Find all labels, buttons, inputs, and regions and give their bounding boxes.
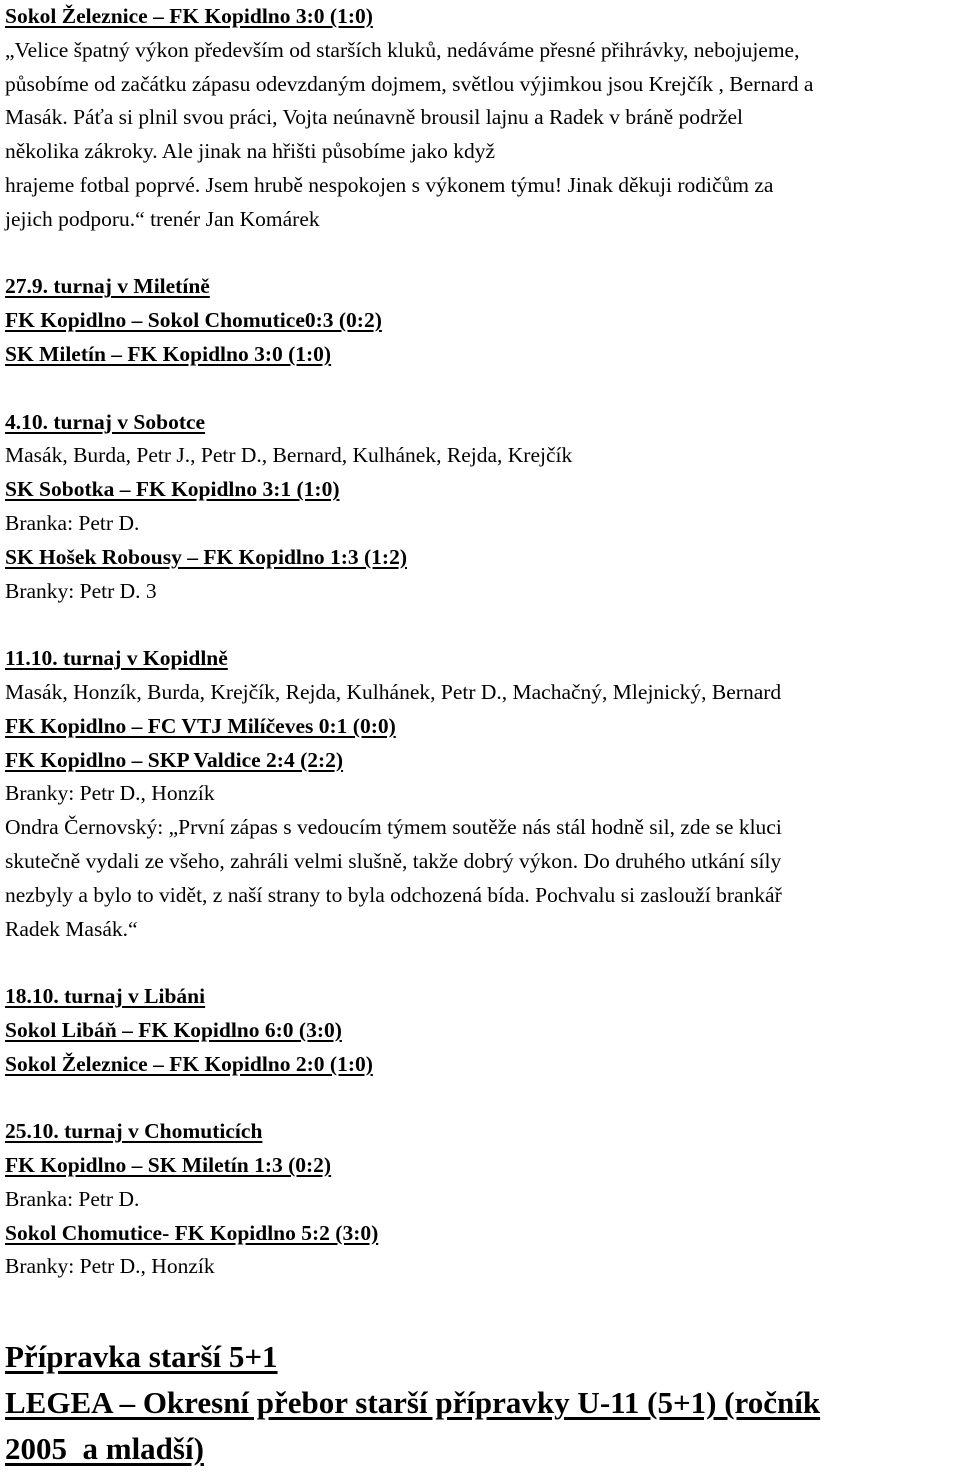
spacer [5, 608, 955, 642]
league-heading-line: 2005 a mladší) [5, 1431, 204, 1467]
spacer [5, 946, 955, 980]
coach-quote-line: několika zákroky. Ale jinak na hřišti působíme jako když [5, 139, 496, 164]
roster-text: Masák, Honzík, Burda, Krejčík, Rejda, Kulhánek, Petr D., Machačný, Mlejnický, Bernard [5, 679, 782, 704]
spacer [5, 1284, 955, 1334]
roster-text: Masák, Burda, Petr J., Petr D., Bernard, Kulhánek, Rejda, Krejčík [5, 443, 573, 468]
spacer [5, 372, 955, 406]
scorers-text: Branky: Petr D. 3 [5, 578, 157, 603]
scorers-text: Branky: Petr D., Honzík [5, 781, 215, 806]
tournament-heading: 25.10. turnaj v Chomuticích [5, 1119, 263, 1144]
comment-line: skutečně vydali ze všeho, zahráli velmi slušně, takže dobrý výkon. Do druhého utkání síly [5, 848, 782, 873]
section-heading: Přípravka starší 5+1 [5, 1339, 278, 1375]
match-result: SK Sobotka – FK Kopidlno 3:1 (1:0) [5, 477, 340, 502]
tournament-heading: 18.10. turnaj v Libáni [5, 984, 206, 1009]
match-result: Sokol Železnice – FK Kopidlno 2:0 (1:0) [5, 1051, 373, 1076]
match-result: SK Miletín – FK Kopidlno 3:0 (1:0) [5, 341, 332, 366]
document [5, 0, 955, 1472]
scorers-text: Branka: Petr D. [5, 1186, 140, 1211]
tournament-heading: 4.10. turnaj v Sobotce [5, 409, 206, 434]
match-result: FK Kopidlno – SK Miletín 1:3 (0:2) [5, 1153, 332, 1178]
match-result: SK Hošek Robousy – FK Kopidlno 1:3 (1:2) [5, 544, 407, 569]
match-result: Sokol Chomutice- FK Kopidlno 5:2 (3:0) [5, 1220, 379, 1245]
match-result: Sokol Libáň – FK Kopidlno 6:0 (3:0) [5, 1017, 342, 1042]
match-result: FK Kopidlno – SKP Valdice 2:4 (2:2) [5, 747, 344, 772]
coach-quote-line: Masák. Páťa si plnil svou práci, Vojta neúnavně brousil lajnu a Radek v bráně podržel [5, 105, 744, 130]
spacer [5, 237, 955, 271]
spacer [5, 1082, 955, 1116]
match-result: FK Kopidlno – FC VTJ Milíčeves 0:1 (0:0) [5, 713, 396, 738]
coach-quote-line: jejich podporu.“ trenér Jan Komárek [5, 206, 320, 231]
tournament-heading: 27.9. turnaj v Miletíně [5, 274, 210, 299]
match-result-title: Sokol Železnice – FK Kopidlno 3:0 (1:0) [5, 4, 373, 28]
scorers-text: Branky: Petr D., Honzík [5, 1254, 215, 1279]
league-heading-line: LEGEA – Okresní přebor starší přípravky U-11 (5+1) (ročník [5, 1385, 821, 1421]
comment-line: Radek Masák.“ [5, 916, 138, 941]
coach-quote-line: „Velice špatný výkon především od starších kluků, nedáváme přesné přihrávky, nebojujeme, [5, 37, 800, 62]
comment-line: Ondra Černovský: „První zápas s vedoucím týmem soutěže nás stál hodně sil, zde se kluci [5, 815, 782, 840]
coach-quote-line: hrajeme fotbal poprvé. Jsem hrubě nespokojen s výkonem týmu! Jinak děkuji rodičům za [5, 172, 774, 197]
match-result: FK Kopidlno – Sokol Chomutice0:3 (0:2) [5, 308, 382, 333]
comment-line: nezbyly a bylo to vidět, z naší strany to byla odchozená bída. Pochvalu si zaslouží brankář [5, 882, 782, 907]
coach-quote-line: působíme od začátku zápasu odevzdaným dojmem, světlou výjimkou jsou Krejčík , Bernard a [5, 71, 814, 96]
scorers-text: Branka: Petr D. [5, 510, 140, 535]
tournament-heading: 11.10. turnaj v Kopidlně [5, 646, 228, 671]
